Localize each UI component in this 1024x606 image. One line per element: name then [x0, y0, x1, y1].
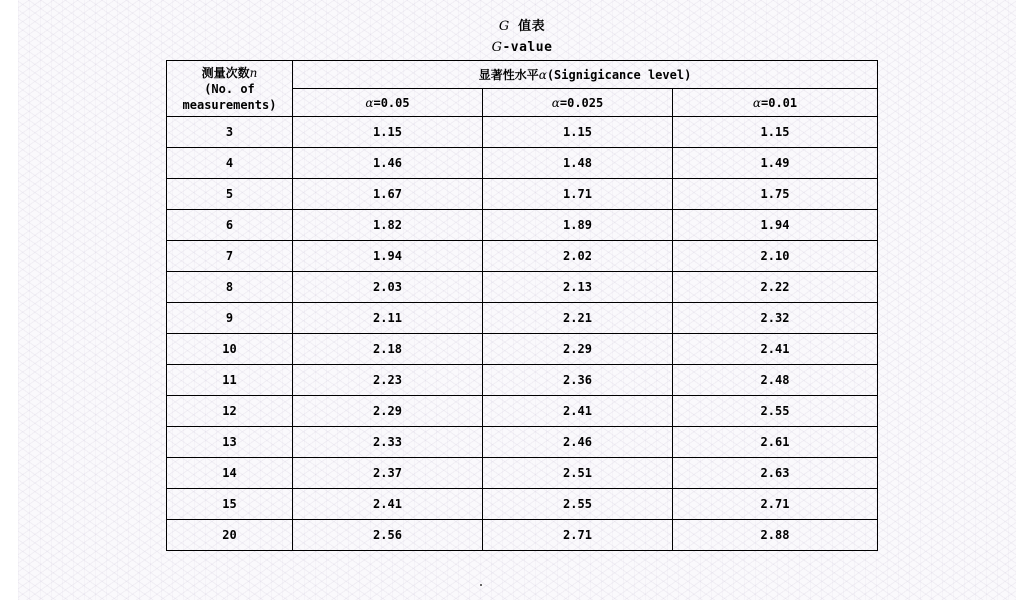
g-value-cell: 2.48 [673, 365, 878, 396]
n-header-cn: 测量次数 [201, 65, 250, 80]
n-cell: 3 [167, 117, 293, 148]
g-value-cell: 1.15 [483, 117, 673, 148]
g-value-cell: 1.46 [293, 148, 483, 179]
g-value-cell: 1.49 [673, 148, 878, 179]
g-value-cell: 2.63 [673, 458, 878, 489]
table-row [167, 396, 878, 427]
g-value-cell: 1.67 [293, 179, 483, 210]
n-column-header [167, 61, 293, 117]
g-value-cell: 1.89 [483, 210, 673, 241]
n-symbol: n [249, 65, 258, 80]
alpha-value: =0.01 [761, 95, 798, 110]
n-cell: 12 [167, 396, 293, 427]
table-row [167, 241, 878, 272]
table-row [167, 520, 878, 551]
n-cell: 5 [167, 179, 293, 210]
alpha-symbol: α [752, 95, 761, 110]
n-cell: 9 [167, 303, 293, 334]
g-value-cell: 2.55 [483, 489, 673, 520]
g-value-cell: 2.61 [673, 427, 878, 458]
title-cn-text: 值表 [518, 19, 546, 34]
g-value-cell: 2.18 [293, 334, 483, 365]
g-value-cell: 2.11 [293, 303, 483, 334]
g-value-cell: 1.94 [673, 210, 878, 241]
g-symbol: G [491, 40, 503, 55]
g-value-cell: 1.75 [673, 179, 878, 210]
g-value-cell: 2.13 [483, 272, 673, 303]
table-row [167, 272, 878, 303]
n-cell: 15 [167, 489, 293, 520]
alpha-column-header [673, 89, 878, 117]
alpha-header-en: (Signigicance level) [546, 68, 692, 82]
g-value-cell: 1.71 [483, 179, 673, 210]
n-header-en-line2: measurements) [182, 97, 277, 112]
n-cell: 14 [167, 458, 293, 489]
g-value-cell: 1.15 [293, 117, 483, 148]
g-value-cell: 2.51 [483, 458, 673, 489]
g-value-cell: 1.82 [293, 210, 483, 241]
page-title-english [0, 40, 1024, 55]
g-value-cell: 2.37 [293, 458, 483, 489]
title-en-text: -value [502, 40, 553, 55]
g-value-cell: 2.22 [673, 272, 878, 303]
g-value-cell: 2.36 [483, 365, 673, 396]
g-value-cell: 2.02 [483, 241, 673, 272]
n-cell: 10 [167, 334, 293, 365]
g-value-cell: 2.71 [673, 489, 878, 520]
table-row [167, 303, 878, 334]
stray-dot [480, 584, 482, 586]
alpha-symbol: α [551, 95, 560, 110]
g-value-cell: 2.33 [293, 427, 483, 458]
g-value-cell: 2.46 [483, 427, 673, 458]
table-row [167, 458, 878, 489]
table-row [167, 334, 878, 365]
g-symbol: G [498, 19, 510, 34]
n-header-en-line1: (No. of [204, 81, 255, 96]
g-value-cell: 2.03 [293, 272, 483, 303]
g-value-cell: 2.10 [673, 241, 878, 272]
page-title-chinese [0, 15, 1024, 34]
n-cell: 11 [167, 365, 293, 396]
n-header-cn-line [167, 65, 292, 81]
g-value-cell: 2.41 [293, 489, 483, 520]
g-value-cell: 2.41 [483, 396, 673, 427]
n-cell: 13 [167, 427, 293, 458]
table-header-row [167, 61, 878, 89]
table-row [167, 117, 878, 148]
alpha-value: =0.025 [559, 95, 604, 110]
g-value-cell: 2.21 [483, 303, 673, 334]
alpha-group-header [293, 61, 878, 89]
alpha-symbol: α [538, 68, 547, 82]
g-value-cell: 2.41 [673, 334, 878, 365]
g-value-cell: 1.94 [293, 241, 483, 272]
g-value-cell: 2.29 [483, 334, 673, 365]
g-value-cell: 2.32 [673, 303, 878, 334]
g-value-cell: 2.29 [293, 396, 483, 427]
g-value-cell: 2.55 [673, 396, 878, 427]
n-cell: 6 [167, 210, 293, 241]
table-row [167, 365, 878, 396]
alpha-symbol: α [365, 95, 374, 110]
table-row [167, 427, 878, 458]
table-row [167, 179, 878, 210]
g-value-cell: 2.23 [293, 365, 483, 396]
table-row [167, 210, 878, 241]
g-value-cell: 1.15 [673, 117, 878, 148]
alpha-column-header [293, 89, 483, 117]
g-value-cell: 1.48 [483, 148, 673, 179]
g-value-cell: 2.71 [483, 520, 673, 551]
g-value-table [166, 60, 878, 551]
alpha-column-header [483, 89, 673, 117]
g-value-cell: 2.56 [293, 520, 483, 551]
g-value-cell: 2.88 [673, 520, 878, 551]
n-cell: 4 [167, 148, 293, 179]
n-cell: 8 [167, 272, 293, 303]
table-row [167, 148, 878, 179]
n-cell: 7 [167, 241, 293, 272]
table-row [167, 489, 878, 520]
alpha-header-cn: 显著性水平 [478, 68, 539, 82]
alpha-value: =0.05 [373, 95, 410, 110]
n-cell: 20 [167, 520, 293, 551]
